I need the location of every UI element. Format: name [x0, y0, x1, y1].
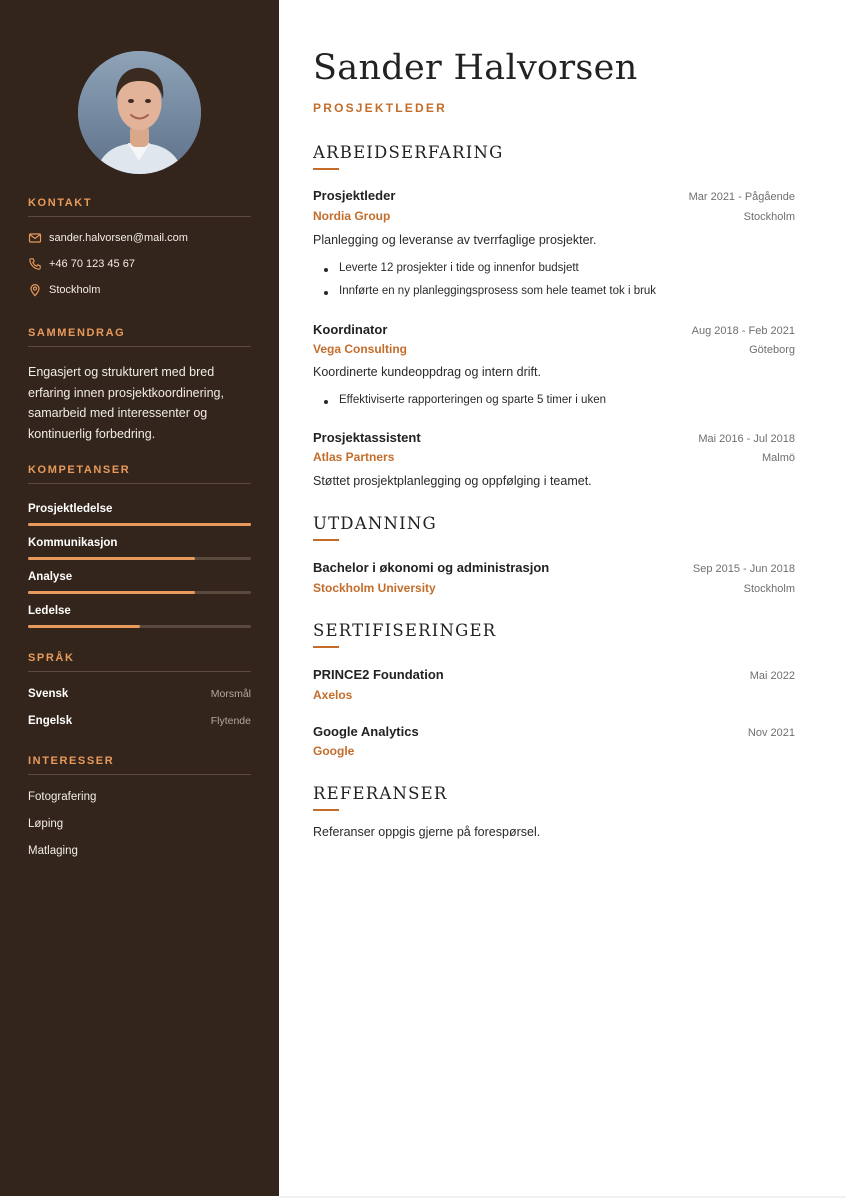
degree: Bachelor i økonomi og administrasjon	[313, 560, 550, 575]
certification-row	[313, 724, 795, 739]
job-company-row	[313, 450, 795, 464]
job-title-row	[313, 322, 795, 337]
certification-row	[313, 667, 795, 682]
profile-photo	[78, 51, 201, 174]
summary-heading: SAMMENDRAG	[28, 327, 251, 347]
job-bullet: Effektiviserte rapporteringen og sparte 5 timer i uken	[323, 394, 811, 406]
job-role: Prosjektleder	[313, 188, 396, 203]
languages-heading: SPRÅK	[28, 652, 251, 672]
skill-bar	[28, 591, 251, 594]
contact-location	[28, 282, 251, 298]
phone-text: +46 70 123 45 67	[49, 258, 135, 270]
contact-phone[interactable]	[28, 256, 251, 272]
education-heading: UTDANNING	[313, 514, 437, 533]
section-rule	[313, 168, 339, 170]
job-title: PROSJEKTLEDER	[313, 101, 447, 115]
certification-name: Google Analytics	[313, 724, 419, 739]
language-row	[28, 688, 251, 700]
skill-bar-fill	[28, 591, 195, 594]
skills-heading: KOMPETANSER	[28, 464, 251, 484]
job-role: Koordinator	[313, 322, 388, 337]
interests-heading: INTERESSER	[28, 755, 251, 775]
skill-bar-fill	[28, 625, 140, 628]
location-text: Stockholm	[49, 284, 101, 296]
job-company: Nordia Group	[313, 209, 391, 223]
language-name: Engelsk	[28, 715, 73, 727]
main-content	[313, 0, 795, 1196]
job-company: Atlas Partners	[313, 450, 395, 464]
job-description: Støttet prosjektplanlegging og oppfølging i teamet.	[313, 474, 592, 488]
language-row	[28, 715, 251, 727]
email-text: sander.halvorsen@mail.com	[49, 232, 188, 244]
certification-issuer: Google	[313, 744, 355, 758]
skill-bar-fill	[28, 523, 251, 526]
school-location: Stockholm	[743, 583, 795, 595]
education-dates: Sep 2015 - Jun 2018	[692, 563, 795, 575]
certification-name: PRINCE2 Foundation	[313, 667, 444, 682]
job-description: Koordinerte kundeoppdrag og intern drift.	[313, 365, 541, 379]
contact-email[interactable]	[28, 230, 251, 246]
language-name: Svensk	[28, 688, 69, 700]
sidebar	[0, 0, 279, 1196]
references-text: Referanser oppgis gjerne på forespørsel.	[313, 825, 541, 839]
job-company-row	[313, 209, 795, 223]
language-level: Flytende	[210, 715, 251, 727]
references-heading: REFERANSER	[313, 784, 448, 803]
experience-heading: ARBEIDSERFARING	[313, 143, 504, 162]
certifications-heading: SERTIFISERINGER	[313, 621, 497, 640]
job-location: Stockholm	[743, 211, 795, 223]
interest-item: Matlaging	[28, 845, 78, 857]
certification-date: Mai 2022	[749, 670, 795, 682]
job-dates: Mar 2021 - Pågående	[688, 191, 795, 203]
skill-label: Ledelse	[28, 605, 71, 617]
person-name: Sander Halvorsen	[313, 48, 638, 88]
skill-label: Analyse	[28, 571, 73, 583]
job-title-row	[313, 188, 795, 203]
skill-bar	[28, 625, 251, 628]
skill-bar	[28, 523, 251, 526]
job-location: Malmö	[761, 452, 795, 464]
phone-icon	[28, 257, 42, 271]
job-title-row	[313, 430, 795, 445]
job-dates: Mai 2016 - Jul 2018	[698, 433, 795, 445]
skill-label: Kommunikasjon	[28, 537, 118, 549]
interest-item: Fotografering	[28, 791, 97, 803]
job-company: Vega Consulting	[313, 342, 408, 356]
issuer-row	[313, 688, 795, 702]
summary-text: Engasjert og strukturert med bred erfaring innen prosjektkoordinering, samarbeid med interessenter og kontinuerlig forbedring.	[28, 365, 224, 441]
map-pin-icon	[28, 283, 42, 297]
job-bullet: Innførte en ny planleggingsprosess som hele teamet tok i bruk	[323, 285, 811, 297]
skill-bar-fill	[28, 557, 195, 560]
interest-item: Løping	[28, 818, 64, 830]
section-rule	[313, 646, 339, 648]
job-location: Göteborg	[749, 344, 795, 356]
job-role: Prosjektassistent	[313, 430, 421, 445]
section-rule	[313, 809, 339, 811]
certification-date: Nov 2021	[747, 727, 795, 739]
job-bullet: Leverte 12 prosjekter i tide og innenfor budsjett	[323, 262, 811, 274]
section-rule	[313, 539, 339, 541]
job-description: Planlegging og leveranse av tverrfaglige prosjekter.	[313, 233, 597, 247]
skill-label: Prosjektledelse	[28, 503, 113, 515]
education-row	[313, 560, 795, 575]
issuer-row	[313, 744, 795, 758]
certification-issuer: Axelos	[313, 688, 353, 702]
contact-heading: KONTAKT	[28, 197, 251, 217]
skill-bar	[28, 557, 251, 560]
school: Stockholm University	[313, 581, 436, 595]
mail-icon	[28, 231, 42, 245]
language-level: Morsmål	[210, 688, 251, 700]
job-company-row	[313, 342, 795, 356]
school-row	[313, 581, 795, 595]
job-dates: Aug 2018 - Feb 2021	[691, 325, 795, 337]
